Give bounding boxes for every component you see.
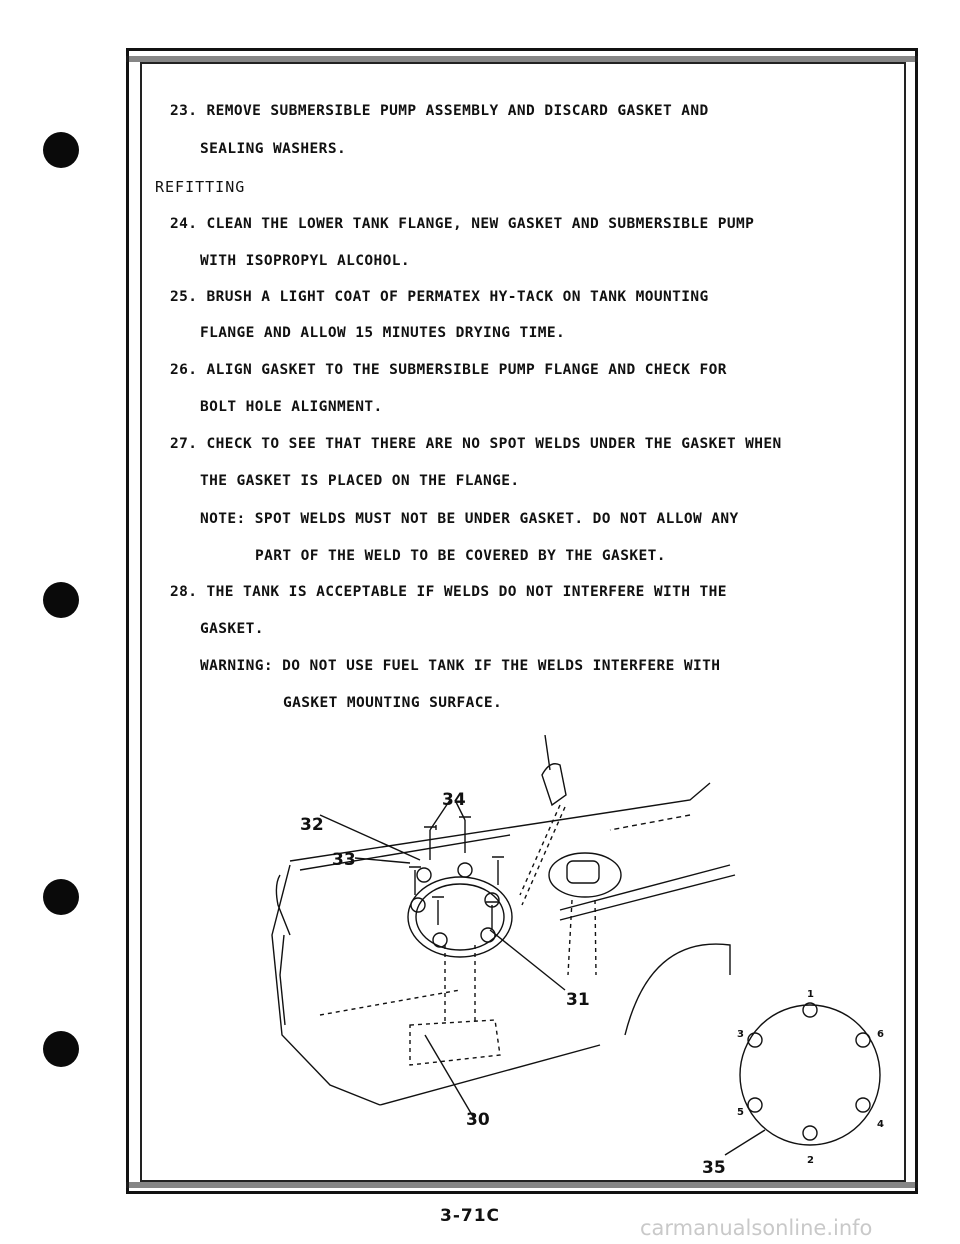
step-28-line1: 28. THE TANK IS ACCEPTABLE IF WELDS DO NOT INTERFERE WITH THE xyxy=(170,584,727,600)
bolt-label-6: 6 xyxy=(877,1029,884,1040)
step-25-line2: FLANGE AND ALLOW 15 MINUTES DRYING TIME. xyxy=(200,325,566,341)
step-27-line1: 27. CHECK TO SEE THAT THERE ARE NO SPOT WELDS UNDER THE GASKET WHEN xyxy=(170,436,782,452)
watermark: carmanualsonline.info xyxy=(640,1216,873,1240)
bolt-label-4: 4 xyxy=(877,1119,884,1130)
step-26-line1: 26. ALIGN GASKET TO THE SUBMERSIBLE PUMP FLANGE AND CHECK FOR xyxy=(170,362,727,378)
step-25-line1: 25. BRUSH A LIGHT COAT OF PERMATEX HY-TACK ON TANK MOUNTING xyxy=(170,289,709,305)
binder-hole xyxy=(43,879,79,915)
callout-34: 34 xyxy=(442,790,466,810)
note-line1: NOTE: SPOT WELDS MUST NOT BE UNDER GASKET. DO NOT ALLOW ANY xyxy=(200,511,739,527)
callout-30: 30 xyxy=(466,1110,490,1130)
step-28-line2: GASKET. xyxy=(200,621,264,637)
bolt-label-2: 2 xyxy=(807,1155,814,1166)
step-27-line2: THE GASKET IS PLACED ON THE FLANGE. xyxy=(200,473,520,489)
bolt-label-1: 1 xyxy=(807,989,814,1000)
bolt-label-3: 3 xyxy=(737,1029,744,1040)
page-border-band-bottom xyxy=(126,1182,918,1188)
callout-35: 35 xyxy=(702,1158,726,1175)
binder-hole xyxy=(43,132,79,168)
step-23-line1: 23. REMOVE SUBMERSIBLE PUMP ASSEMBLY AND DISCARD GASKET AND xyxy=(170,103,709,119)
step-26-line2: BOLT HOLE ALIGNMENT. xyxy=(200,399,383,415)
callout-33: 33 xyxy=(332,850,356,870)
warning-line2: GASKET MOUNTING SURFACE. xyxy=(283,695,503,711)
binder-hole xyxy=(43,1031,79,1067)
warning-line1: WARNING: DO NOT USE FUEL TANK IF THE WELDS INTERFERE WITH xyxy=(200,658,721,674)
step-24-line2: WITH ISOPROPYL ALCOHOL. xyxy=(200,253,410,269)
fuel-tank-pump-diagram xyxy=(260,735,920,1175)
bolt-label-5: 5 xyxy=(737,1107,744,1118)
binder-hole xyxy=(43,582,79,618)
page-number: 3-71C xyxy=(440,1206,501,1226)
note-line2: PART OF THE WELD TO BE COVERED BY THE GASKET. xyxy=(255,548,666,564)
step-23-line2: SEALING WASHERS. xyxy=(200,141,347,157)
callout-31: 31 xyxy=(566,990,590,1010)
section-heading-refitting: REFITTING xyxy=(155,178,246,196)
callout-32: 32 xyxy=(300,815,324,835)
step-24-line1: 24. CLEAN THE LOWER TANK FLANGE, NEW GASKET AND SUBMERSIBLE PUMP xyxy=(170,216,755,232)
